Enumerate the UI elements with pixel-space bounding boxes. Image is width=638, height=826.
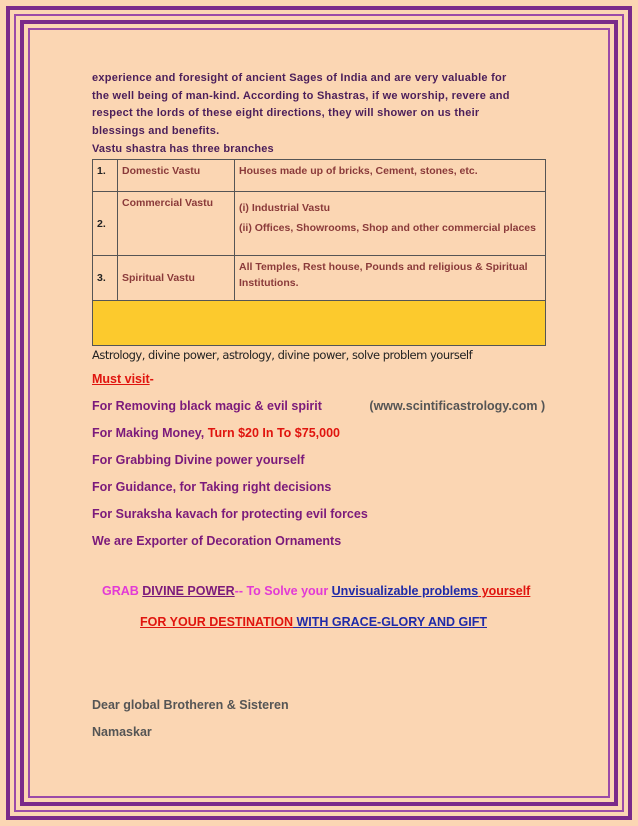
destination-grace-link[interactable]: WITH GRACE-GLORY AND GIFT (293, 615, 487, 629)
branch-description-line: (i) Industrial Vastu (239, 202, 331, 214)
highlight-cell (93, 301, 546, 346)
grab-text-5: yourself (478, 584, 531, 598)
grab-divine-power-link[interactable]: DIVINE POWER (142, 584, 235, 598)
branch-name: Commercial Vastu (118, 192, 235, 256)
intro-line-4: blessings and benefits. (92, 124, 220, 137)
destination-line (92, 609, 552, 636)
suraksha-line: For Suraksha kavach for protecting evil forces (92, 507, 368, 521)
must-visit-line (92, 366, 552, 393)
guidance-line: For Guidance, for Taking right decisions (92, 480, 332, 494)
greeting-dear: Dear global Brotheren & Sisteren (92, 698, 289, 712)
money-line (92, 420, 552, 447)
removing-text: For Removing black magic & evil spirit (92, 399, 322, 413)
branch-description: Houses made up of bricks, Cement, stones, etc. (235, 160, 546, 192)
intro-paragraph (92, 70, 552, 140)
row-number: 2. (93, 192, 118, 256)
divine-line: For Grabbing Divine power yourself (92, 453, 305, 467)
greeting-namaskar: Namaskar (92, 725, 152, 739)
row-number: 3. (93, 256, 118, 301)
money-highlight: Turn $20 In To $75,000 (207, 426, 340, 440)
branch-name: Spiritual Vastu (118, 256, 235, 301)
grab-text-1: GRAB (102, 584, 143, 598)
intro-line-1: experience and foresight of ancient Sages of India and are very valuable for (92, 72, 507, 84)
grab-text-3: -- To Solve your (234, 584, 332, 598)
must-visit-link[interactable]: Must visit (92, 372, 150, 386)
destination-link[interactable]: FOR YOUR DESTINATION (140, 615, 294, 629)
row-number: 1. (93, 160, 118, 192)
branch-description (235, 192, 546, 256)
grab-problems-link[interactable]: Unvisualizable problems (331, 584, 479, 598)
branch-name: Domestic Vastu (118, 160, 235, 192)
exporter-line: We are Exporter of Decoration Ornaments (92, 534, 342, 548)
table-row (93, 192, 546, 256)
table-row-highlight (93, 301, 546, 346)
intro-line-2: the well being of man-kind. According to Shastras, if we worship, revere and (92, 89, 510, 102)
document-content (92, 70, 552, 746)
website-link[interactable]: (www.scintificastrology.com ) (369, 399, 546, 413)
table-row (93, 160, 546, 192)
grab-line (92, 578, 552, 605)
money-prefix: For Making Money, (92, 426, 208, 440)
astrology-line: Astrology, divine power, astrology, divine power, solve problem yourself (92, 348, 473, 362)
intro-line-3: respect the lords of these eight directions, they will shower on us their (92, 107, 480, 119)
table-row (93, 256, 546, 301)
branch-description-line: (ii) Offices, Showrooms, Shop and other commercial places (239, 222, 536, 234)
branch-description: All Temples, Rest house, Pounds and religious & Spiritual Institutions. (235, 256, 546, 301)
vastu-branches-table (92, 159, 546, 346)
branches-title: Vastu shastra has three branches (92, 143, 274, 155)
removing-line (92, 393, 552, 420)
must-visit-suffix: - (149, 372, 154, 386)
